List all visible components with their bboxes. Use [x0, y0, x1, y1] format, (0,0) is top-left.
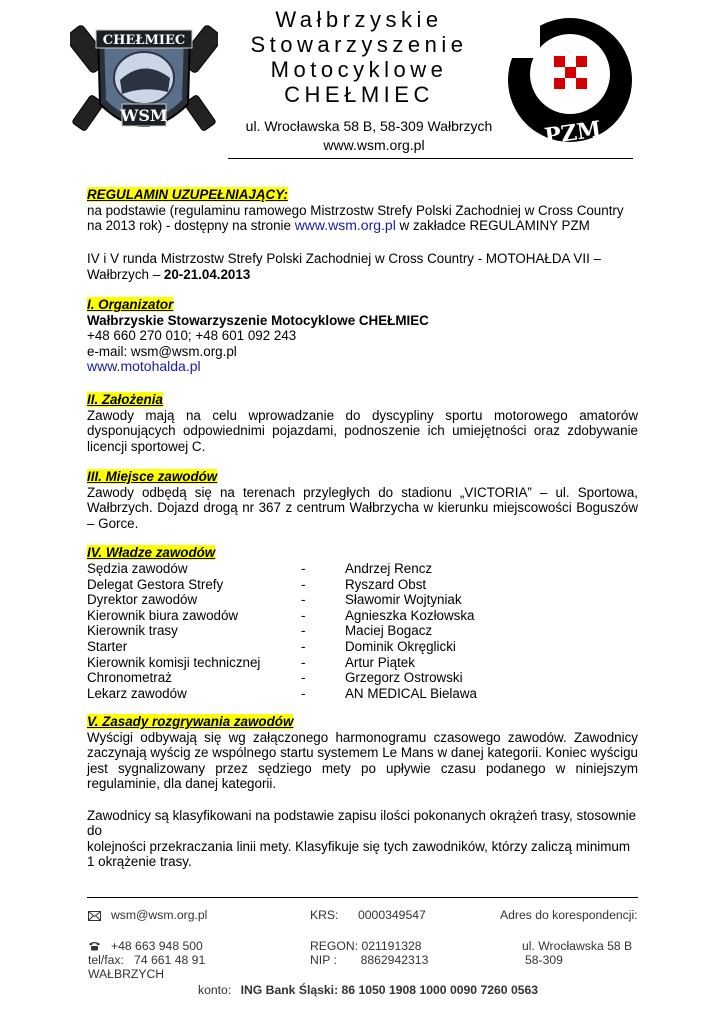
zasady-line2: zaczynają wyścig ze wspólnego startu systemem Le Mans w danej kategorii. Koniec wyścigu [87, 745, 638, 761]
wladze-role: Delegat Gestora Strefy [87, 576, 224, 592]
zalozenia-line3: licencji sportowej C. [87, 438, 206, 454]
org-name-line3: Motocyklowe [270, 57, 448, 82]
header-divider [228, 158, 633, 159]
footer-street: ul. Wrocławska 58 B [522, 939, 633, 953]
regulamin-line1: na podstawie (regulaminu ramowego Mistrzostw Strefy Polski Zachodniej w Cross Country [87, 202, 624, 218]
pzm-logo [505, 8, 635, 156]
footer-nip: NIP : 8862942313 [310, 953, 429, 967]
footer-krs: 0000349547 [358, 908, 426, 922]
miejsce-line3: – Gorce. [87, 515, 139, 531]
wladze-dash: - [301, 670, 306, 686]
motohalda-link[interactable]: www.motohalda.pl [87, 358, 201, 375]
regulamin-block [87, 187, 638, 234]
wladze-person: AN MEDICAL Bielawa [345, 685, 477, 701]
wladze-dash: - [301, 607, 306, 623]
wladze-dash: - [301, 592, 306, 608]
event-date: 20-21.04.2013 [163, 266, 251, 282]
wladze-dash: - [301, 561, 306, 576]
footer-krs-label: KRS: [310, 908, 339, 922]
footer-adres-label: Adres do korespondencji: [500, 908, 638, 922]
miejsce-heading: III. Miejsce zawodów [87, 469, 218, 484]
wladze-row [87, 592, 647, 608]
event-block [87, 251, 638, 282]
footer-city: WAŁBRZYCH [88, 967, 165, 981]
envelope-icon [88, 910, 101, 924]
wladze-person: Artur Piątek [345, 654, 415, 670]
wladze-row [87, 639, 647, 655]
wladze-person: Andrzej Rencz [345, 561, 433, 576]
zasady-line4: regulaminie, dla danej kategorii. [87, 776, 277, 792]
wladze-row [87, 623, 647, 639]
event-line1: IV i V runda Mistrzostw Strefy Polski Zachodniej w Cross Country - MOTOHAŁDA VII – [87, 251, 601, 266]
wladze-person: Grzegorz Ostrowski [345, 670, 463, 686]
wladze-person: Sławomir Wojtyniak [345, 592, 462, 608]
zasady-p2-line4: 1 okrążenie trasy. [87, 854, 192, 870]
wladze-dash: - [301, 654, 306, 670]
wladze-row [87, 670, 647, 686]
zalozenia-heading: II. Założenia [87, 392, 163, 407]
wsm-logo-badge-text: WSM [120, 106, 168, 125]
org-name-line4: CHEŁMIEC [284, 82, 434, 107]
zasady-p2-line2: do [87, 823, 102, 839]
org-address: ul. Wrocławska 58 B, 58-309 Wałbrzych [245, 118, 493, 134]
wladze-role: Kierownik komisji technicznej [87, 654, 261, 670]
organizer-email[interactable]: e-mail: wsm@wsm.org.pl [87, 343, 237, 359]
footer-phone: +48 663 948 500 [111, 939, 203, 953]
wladze-person: Dominik Okręglicki [345, 639, 456, 654]
footer-konto-label: konto: [198, 983, 232, 997]
wladze-row [87, 686, 647, 702]
wladze-dash: - [301, 639, 306, 654]
wsm-link[interactable]: www.wsm.org.pl [294, 217, 396, 234]
wladze-dash: - [301, 685, 306, 701]
phone-icon [88, 940, 101, 954]
wladze-row [87, 608, 647, 624]
footer-divider [87, 897, 638, 898]
zasady-p2-line1: Zawodnicy są klasyfikowani na podstawie zapisu ilości pokonanych okrążeń trasy, stosownie [87, 807, 637, 823]
wladze-person: Maciej Bogacz [345, 623, 433, 639]
wladze-heading-row [87, 545, 638, 561]
organizer-name: Wałbrzyskie Stowarzyszenie Motocyklowe CHEŁMIEC [87, 312, 429, 328]
footer-regon: REGON: 021191328 [310, 939, 422, 953]
wladze-role: Kierownik biura zawodów [87, 607, 239, 623]
wladze-person: Ryszard Obst [345, 576, 427, 592]
miejsce-line2: Wałbrzych. Dojazd drogą nr 367 z centrum Wałbrzycha w kierunku miejscowości Boguszów [87, 500, 638, 516]
footer-email-row [88, 908, 207, 924]
wladze-dash: - [301, 576, 306, 592]
zasady-heading: V. Zasady rozgrywania zawodów [87, 714, 294, 729]
wsm-logo [70, 8, 218, 148]
wladze-role: Sędzia zawodów [87, 561, 188, 576]
wladze-dash: - [301, 623, 306, 639]
event-line2: Wałbrzych – 20-21.04.2013 [87, 266, 251, 282]
organizer-heading: I. Organizator [87, 297, 174, 312]
wladze-role: Dyrektor zawodów [87, 592, 198, 608]
org-name-line2: Stowarzyszenie [250, 32, 468, 57]
zalozenia-block [87, 392, 638, 454]
zasady-line1: Wyścigi odbywają się wg załączonego harmonogramu czasowego zawodów. Zawodnicy [87, 729, 638, 745]
wladze-heading: IV. Władze zawodów [87, 545, 216, 560]
wsm-logo-banner-text: CHEŁMIEC [102, 33, 186, 48]
wladze-person: Agnieszka Kozłowska [345, 607, 475, 623]
footer-konto-row [198, 983, 538, 997]
wladze-row [87, 561, 647, 577]
miejsce-block [87, 469, 638, 531]
footer-konto: ING Bank Śląski: 86 1050 1908 1000 0090 7260 0563 [240, 983, 539, 997]
miejsce-line1: Zawody odbędą się na terenach przyległych do stadionu „VICTORIA” – ul. Sportowa, [87, 484, 638, 500]
wladze-role: Lekarz zawodów [87, 685, 187, 701]
zasady-block [87, 714, 638, 870]
footer-postcode: 58-309 [525, 953, 563, 967]
wladze-row [87, 577, 647, 593]
wladze-role: Chronometraż [87, 670, 172, 686]
org-name-line1: Wałbrzyskie [275, 7, 443, 32]
pzm-logo-text: PZM [542, 116, 603, 150]
organizer-block [87, 297, 638, 375]
zalozenia-line1: Zawody mają na celu wprowadzanie do dyscypliny sportu motorowego amatorów [87, 407, 638, 423]
organizer-phones: +48 660 270 010; +48 601 092 243 [87, 328, 297, 344]
wladze-role: Kierownik trasy [87, 623, 178, 639]
org-website[interactable]: www.wsm.org.pl [323, 137, 425, 153]
zasady-p2-line3: kolejności przekraczania linii mety. Klasyfikuje się tych zawodników, którzy zaliczą minimum [87, 838, 631, 854]
zasady-line3: jest sygnalizowany przez sędziego mety po upływie czasu podanego w niniejszym [87, 760, 638, 776]
regulamin-title: REGULAMIN UZUPEŁNIAJĄCY: [87, 187, 288, 202]
footer-phone-row [88, 939, 203, 954]
wladze-row [87, 655, 647, 671]
footer-fax: tel/fax: 74 661 48 91 [88, 953, 206, 967]
zalozenia-line2: dysponujących odpowiednimi pojazdami, podnoszenie ich umiejętności oraz zdobywanie [87, 423, 638, 439]
footer-email[interactable]: wsm@wsm.org.pl [111, 908, 208, 922]
regulamin-line2: na 2013 rok) - dostępny na stronie www.wsm.org.pl w zakładce REGULAMINY PZM [87, 217, 590, 234]
wladze-role: Starter [87, 639, 128, 654]
